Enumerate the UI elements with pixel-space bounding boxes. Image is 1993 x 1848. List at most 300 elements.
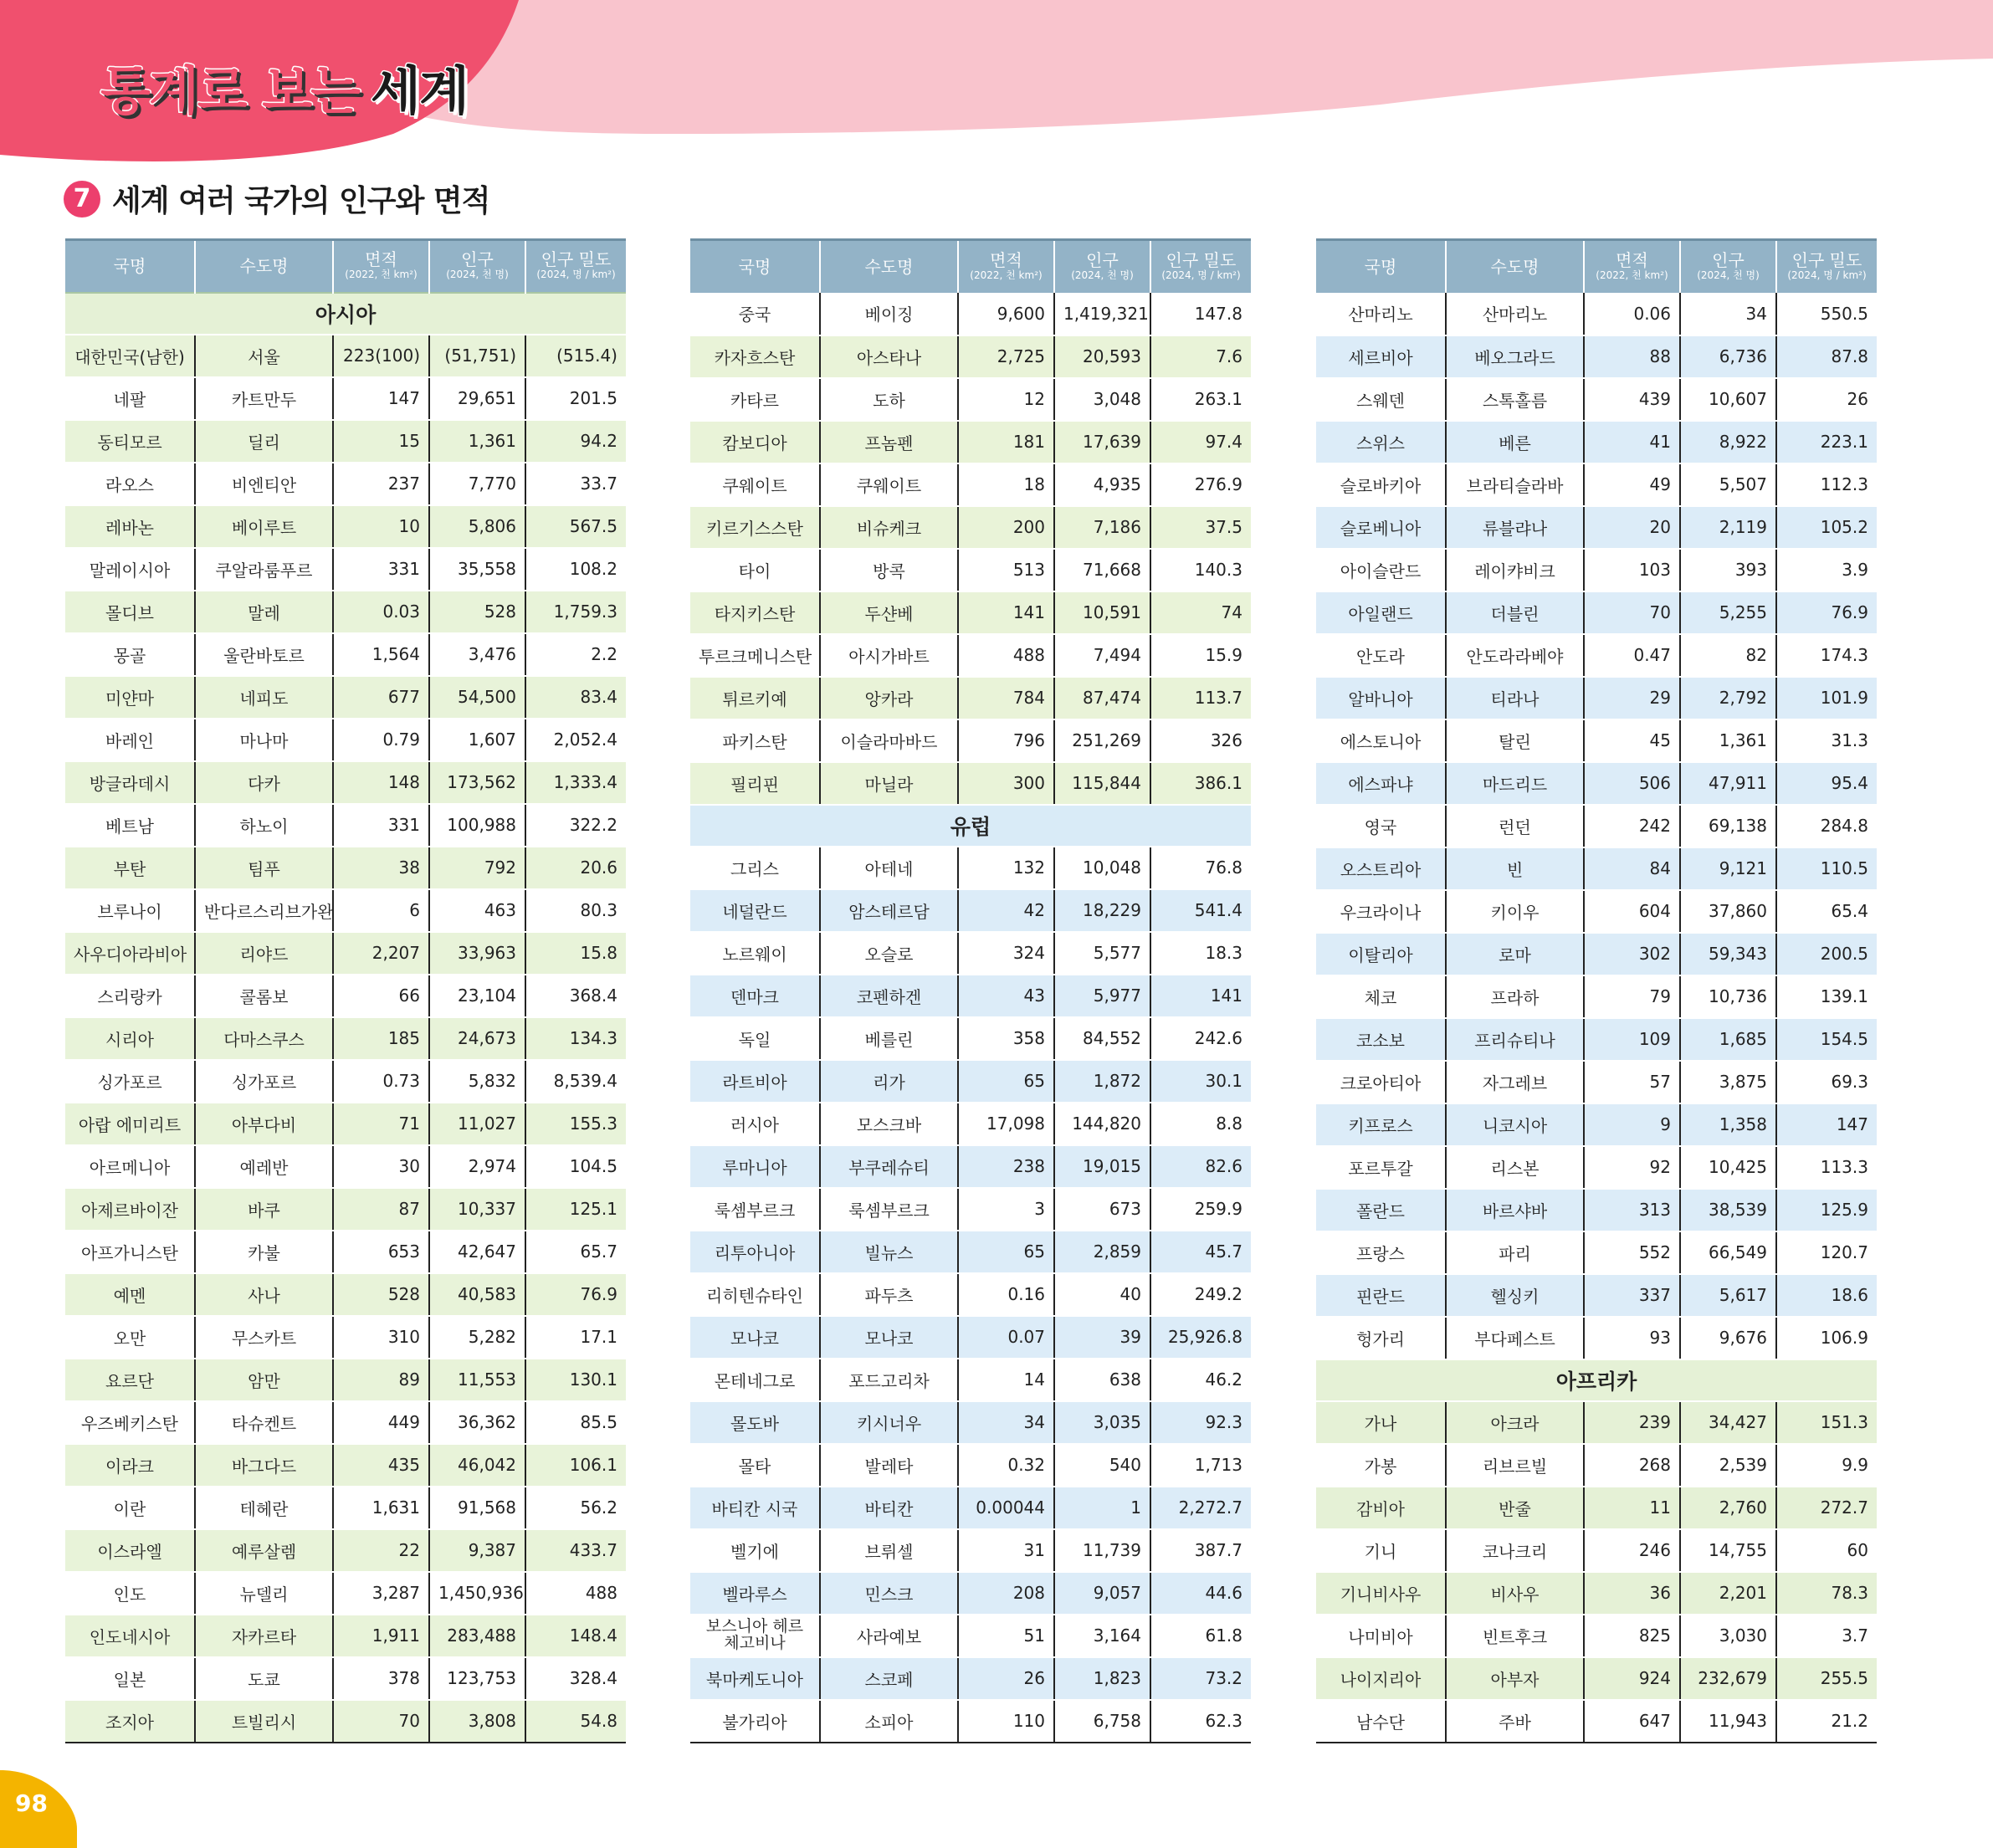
cell-population: 792 [429, 847, 525, 889]
cell-country: 말레이시아 [65, 548, 195, 591]
table-row [65, 505, 626, 548]
cell-density: 17.1 [525, 1316, 626, 1359]
cell-capital: 오슬로 [820, 932, 958, 975]
cell-country: 몬테네그로 [690, 1359, 820, 1401]
table-row [690, 975, 1251, 1017]
cell-country: 키프로스 [1316, 1103, 1446, 1146]
table-row [690, 1700, 1251, 1743]
cell-density: 147 [1776, 1103, 1877, 1146]
cell-area: 238 [958, 1145, 1054, 1188]
cell-population: 232,679 [1680, 1657, 1776, 1700]
cell-capital: 베이징 [820, 293, 958, 335]
cell-density: 44.6 [1150, 1572, 1251, 1615]
cell-population: 9,121 [1680, 847, 1776, 890]
header-area-unit: (2022, 천 km²) [345, 269, 418, 281]
cell-country: 키르기스스탄 [690, 506, 820, 549]
cell-density: 433.7 [525, 1529, 626, 1572]
cell-capital: 레이캬비크 [1446, 549, 1584, 591]
cell-area: 93 [1584, 1317, 1680, 1359]
header-density [1150, 240, 1251, 293]
cell-capital: 하노이 [195, 804, 333, 847]
cell-capital: 다카 [195, 761, 333, 804]
cell-density: 30.1 [1150, 1060, 1251, 1103]
table-row [690, 1060, 1251, 1103]
table-row [690, 634, 1251, 677]
cell-density: 151.3 [1776, 1401, 1877, 1444]
cell-capital: 소피아 [820, 1700, 958, 1743]
table-row [1316, 719, 1877, 762]
table-row [65, 1572, 626, 1615]
cell-density: 2,052.4 [525, 719, 626, 761]
cell-population: 59,343 [1680, 933, 1776, 975]
cell-country: 코소보 [1316, 1018, 1446, 1061]
cell-density: 101.9 [1776, 677, 1877, 719]
cell-country: 핀란드 [1316, 1274, 1446, 1317]
cell-capital: 브라티슬라바 [1446, 463, 1584, 506]
cell-country: 포르투갈 [1316, 1146, 1446, 1189]
cell-population: 14,755 [1680, 1529, 1776, 1572]
cell-capital: 스톡홀름 [1446, 378, 1584, 421]
table-row [690, 1103, 1251, 1145]
cell-density: 73.2 [1150, 1657, 1251, 1700]
cell-area: 15 [333, 420, 429, 463]
header-capital [195, 240, 333, 293]
page-title [100, 60, 468, 121]
cell-capital: 베를린 [820, 1017, 958, 1060]
cell-density: 2,272.7 [1150, 1487, 1251, 1529]
cell-country: 예멘 [65, 1273, 195, 1316]
cell-population: 393 [1680, 549, 1776, 591]
country-table-1 [65, 238, 626, 1743]
cell-capital: 리스본 [1446, 1146, 1584, 1189]
cell-capital: 사나 [195, 1273, 333, 1316]
cell-area: 513 [958, 549, 1054, 591]
cell-capital: 뉴델리 [195, 1572, 333, 1615]
table-row [690, 549, 1251, 591]
cell-country: 요르단 [65, 1359, 195, 1401]
cell-population: 123,753 [429, 1657, 525, 1700]
table-row [690, 889, 1251, 932]
cell-capital: 파리 [1446, 1231, 1584, 1274]
table-row [1316, 1572, 1877, 1615]
cell-density: 2.2 [525, 633, 626, 676]
header-density [1776, 240, 1877, 293]
cell-country: 감비아 [1316, 1487, 1446, 1529]
table-row [690, 847, 1251, 889]
cell-density: 255.5 [1776, 1657, 1877, 1700]
cell-country: 부탄 [65, 847, 195, 889]
cell-country: 이란 [65, 1487, 195, 1529]
cell-country: 세르비아 [1316, 335, 1446, 378]
cell-area: 103 [1584, 549, 1680, 591]
cell-area: 18 [958, 463, 1054, 506]
cell-density: 113.3 [1776, 1146, 1877, 1189]
cell-capital: 바티칸 [820, 1487, 958, 1529]
cell-population: 91,568 [429, 1487, 525, 1529]
cell-capital: 아크라 [1446, 1401, 1584, 1444]
cell-country: 안도라 [1316, 634, 1446, 677]
table-row [65, 1188, 626, 1231]
cell-capital: 브뤼셀 [820, 1529, 958, 1572]
cell-country: 슬로베니아 [1316, 506, 1446, 549]
cell-population: 8,922 [1680, 421, 1776, 463]
cell-density: 387.7 [1150, 1529, 1251, 1572]
cell-capital: 마드리드 [1446, 762, 1584, 805]
cell-capital: 바그다드 [195, 1444, 333, 1487]
table-row [65, 1487, 626, 1529]
cell-capital: 모스크바 [820, 1103, 958, 1145]
cell-area: 41 [1584, 421, 1680, 463]
cell-capital: 서울 [195, 335, 333, 377]
table-row [65, 676, 626, 719]
table-row [1316, 975, 1877, 1018]
cell-population: 87,474 [1054, 677, 1150, 719]
header-row [1316, 240, 1877, 293]
table-row [65, 548, 626, 591]
header-population-label: 인구 [461, 249, 494, 270]
cell-capital: 바쿠 [195, 1188, 333, 1231]
cell-density: 201.5 [525, 377, 626, 420]
cell-capital: 헬싱키 [1446, 1274, 1584, 1317]
cell-area: 87 [333, 1188, 429, 1231]
table-row [690, 1487, 1251, 1529]
table-row [690, 1017, 1251, 1060]
cell-area: 488 [958, 634, 1054, 677]
cell-density: 249.2 [1150, 1273, 1251, 1316]
cell-density: 259.9 [1150, 1188, 1251, 1231]
cell-population: 3,048 [1054, 378, 1150, 421]
cell-capital: 네피도 [195, 676, 333, 719]
page-title-part1: 통계로 보는 [100, 60, 360, 121]
cell-population: 35,558 [429, 548, 525, 591]
cell-population: 251,269 [1054, 719, 1150, 762]
cell-population: 2,974 [429, 1145, 525, 1188]
cell-capital: 바르샤바 [1446, 1189, 1584, 1231]
cell-capital: 테헤란 [195, 1487, 333, 1529]
region-label: 유럽 [690, 805, 1251, 847]
cell-country: 라오스 [65, 463, 195, 505]
cell-area: 0.73 [333, 1060, 429, 1103]
cell-population: 463 [429, 889, 525, 932]
cell-capital: 니코시아 [1446, 1103, 1584, 1146]
cell-density: 56.2 [525, 1487, 626, 1529]
cell-density: 60 [1776, 1529, 1877, 1572]
cell-area: 38 [333, 847, 429, 889]
cell-capital: 반줄 [1446, 1487, 1584, 1529]
table-row [1316, 1657, 1877, 1700]
cell-capital: 빈 [1446, 847, 1584, 890]
cell-population: 6,736 [1680, 335, 1776, 378]
cell-country: 에스파냐 [1316, 762, 1446, 805]
cell-area: 70 [1584, 591, 1680, 634]
cell-country: 가나 [1316, 1401, 1446, 1444]
cell-population: 1,872 [1054, 1060, 1150, 1103]
cell-population: 4,935 [1054, 463, 1150, 506]
cell-country: 벨라루스 [690, 1572, 820, 1615]
cell-density: 134.3 [525, 1017, 626, 1060]
table-row [1316, 549, 1877, 591]
cell-population: 20,593 [1054, 335, 1150, 378]
cell-capital: 콜롬보 [195, 975, 333, 1017]
cell-capital: 리야드 [195, 932, 333, 975]
cell-area: 11 [1584, 1487, 1680, 1529]
cell-area: 70 [333, 1700, 429, 1743]
cell-population: 5,282 [429, 1316, 525, 1359]
cell-density: 106.9 [1776, 1317, 1877, 1359]
cell-country: 파키스탄 [690, 719, 820, 762]
cell-capital: 아부다비 [195, 1103, 333, 1145]
table-row [1316, 1401, 1877, 1444]
cell-country: 룩셈부르크 [690, 1188, 820, 1231]
cell-population: 5,577 [1054, 932, 1150, 975]
cell-population: 23,104 [429, 975, 525, 1017]
cell-density: 1,333.4 [525, 761, 626, 804]
table-row [65, 633, 626, 676]
cell-population: 66,549 [1680, 1231, 1776, 1274]
header-country-label: 국명 [738, 256, 771, 277]
table-row [1316, 762, 1877, 805]
cell-density: 83.4 [525, 676, 626, 719]
cell-density: 272.7 [1776, 1487, 1877, 1529]
cell-density: 9.9 [1776, 1444, 1877, 1487]
cell-area: 79 [1584, 975, 1680, 1018]
cell-density: 82.6 [1150, 1145, 1251, 1188]
cell-population: 1,361 [429, 420, 525, 463]
cell-capital: 탈린 [1446, 719, 1584, 762]
cell-country: 리히텐슈타인 [690, 1273, 820, 1316]
table-row [690, 1572, 1251, 1615]
cell-density: 112.3 [1776, 463, 1877, 506]
header-density [525, 240, 626, 293]
cell-density: 106.1 [525, 1444, 626, 1487]
cell-area: 331 [333, 548, 429, 591]
cell-country: 리투아니아 [690, 1231, 820, 1273]
cell-capital: 로마 [1446, 933, 1584, 975]
cell-density: 87.8 [1776, 335, 1877, 378]
cell-country: 남수단 [1316, 1700, 1446, 1743]
header-density-label: 인구 밀도 [541, 249, 612, 270]
cell-area: 181 [958, 421, 1054, 463]
cell-density: 110.5 [1776, 847, 1877, 890]
cell-country: 시리아 [65, 1017, 195, 1060]
cell-area: 14 [958, 1359, 1054, 1401]
cell-density: 46.2 [1150, 1359, 1251, 1401]
cell-area: 552 [1584, 1231, 1680, 1274]
cell-area: 43 [958, 975, 1054, 1017]
cell-density: 105.2 [1776, 506, 1877, 549]
header-area-label: 면적 [990, 249, 1022, 270]
cell-population: 71,668 [1054, 549, 1150, 591]
table-row [690, 677, 1251, 719]
table-row [1316, 634, 1877, 677]
cell-population: 528 [429, 591, 525, 633]
table-row [690, 293, 1251, 335]
cell-country: 이탈리아 [1316, 933, 1446, 975]
cell-capital: 무스카트 [195, 1316, 333, 1359]
cell-area: 141 [958, 591, 1054, 634]
table-row [1316, 1615, 1877, 1657]
table-body [65, 293, 626, 1743]
cell-population: 46,042 [429, 1444, 525, 1487]
cell-population: 115,844 [1054, 762, 1150, 805]
cell-density: 284.8 [1776, 805, 1877, 847]
cell-population: 1,419,321 [1054, 293, 1150, 335]
cell-capital: 두샨베 [820, 591, 958, 634]
header-row [690, 240, 1251, 293]
cell-capital: 안도라라베야 [1446, 634, 1584, 677]
table-row [1316, 1103, 1877, 1146]
cell-capital: 팀푸 [195, 847, 333, 889]
table-body [1316, 293, 1877, 1743]
cell-capital: 타슈켄트 [195, 1401, 333, 1444]
cell-country: 아프가니스탄 [65, 1231, 195, 1273]
cell-density: 31.3 [1776, 719, 1877, 762]
cell-area: 268 [1584, 1444, 1680, 1487]
cell-country: 이스라엘 [65, 1529, 195, 1572]
table-header [65, 240, 626, 293]
cell-population: 7,494 [1054, 634, 1150, 677]
cell-country: 불가리아 [690, 1700, 820, 1743]
cell-density: 154.5 [1776, 1018, 1877, 1061]
cell-population: 1 [1054, 1487, 1150, 1529]
cell-area: 88 [1584, 335, 1680, 378]
cell-country: 헝가리 [1316, 1317, 1446, 1359]
cell-area: 2,207 [333, 932, 429, 975]
cell-population: 1,361 [1680, 719, 1776, 762]
table-row [65, 975, 626, 1017]
table-row [65, 1017, 626, 1060]
cell-country: 카자흐스탄 [690, 335, 820, 378]
table-body [690, 293, 1251, 1743]
cell-country: 폴란드 [1316, 1189, 1446, 1231]
cell-capital: 반다르스리브가완 [195, 889, 333, 932]
table-row [1316, 1529, 1877, 1572]
cell-population: 34 [1680, 293, 1776, 335]
cell-density: 141 [1150, 975, 1251, 1017]
cell-area: 20 [1584, 506, 1680, 549]
cell-density: 120.7 [1776, 1231, 1877, 1274]
cell-density: 45.7 [1150, 1231, 1251, 1273]
cell-density: 76.9 [525, 1273, 626, 1316]
cell-area: 0.03 [333, 591, 429, 633]
header-row [65, 240, 626, 293]
cell-capital: 민스크 [820, 1572, 958, 1615]
table-row [65, 1529, 626, 1572]
cell-country: 싱가포르 [65, 1060, 195, 1103]
cell-country: 투르크메니스탄 [690, 634, 820, 677]
cell-country: 미얀마 [65, 676, 195, 719]
table-row [65, 847, 626, 889]
cell-population: 33,963 [429, 932, 525, 975]
table-row [690, 1316, 1251, 1359]
cell-capital: 코펜하겐 [820, 975, 958, 1017]
cell-capital: 앙카라 [820, 677, 958, 719]
cell-area: 3,287 [333, 1572, 429, 1615]
cell-area: 647 [1584, 1700, 1680, 1743]
cell-capital: 트빌리시 [195, 1700, 333, 1743]
cell-density: 25,926.8 [1150, 1316, 1251, 1359]
cell-area: 71 [333, 1103, 429, 1145]
cell-area: 109 [1584, 1018, 1680, 1061]
table-row [1316, 591, 1877, 634]
table-row [1316, 847, 1877, 890]
cell-population: 9,057 [1054, 1572, 1150, 1615]
table-row [65, 1444, 626, 1487]
region-label: 아시아 [65, 293, 626, 335]
table-row [65, 463, 626, 505]
cell-area: 528 [333, 1273, 429, 1316]
cell-capital: 예레반 [195, 1145, 333, 1188]
banner-wave [360, 0, 1993, 134]
table-row [65, 335, 626, 377]
cell-population: 5,832 [429, 1060, 525, 1103]
cell-population: 638 [1054, 1359, 1150, 1401]
cell-area: 49 [1584, 463, 1680, 506]
cell-area: 17,098 [958, 1103, 1054, 1145]
cell-capital: 도쿄 [195, 1657, 333, 1700]
cell-area: 26 [958, 1657, 1054, 1700]
cell-country: 사우디아라비아 [65, 932, 195, 975]
cell-country: 라트비아 [690, 1060, 820, 1103]
header-population [1680, 240, 1776, 293]
cell-area: 677 [333, 676, 429, 719]
cell-population: 84,552 [1054, 1017, 1150, 1060]
cell-population: 11,027 [429, 1103, 525, 1145]
cell-density: 125.1 [525, 1188, 626, 1231]
cell-country: 몰타 [690, 1444, 820, 1487]
cell-capital: 베이루트 [195, 505, 333, 548]
cell-country: 스웨덴 [1316, 378, 1446, 421]
header-capital [1446, 240, 1584, 293]
cell-capital: 류블랴나 [1446, 506, 1584, 549]
cell-country: 베트남 [65, 804, 195, 847]
cell-area: 3 [958, 1188, 1054, 1231]
table-row [690, 506, 1251, 549]
cell-capital: 쿠웨이트 [820, 463, 958, 506]
cell-population: 6,758 [1054, 1700, 1150, 1743]
cell-density: 276.9 [1150, 463, 1251, 506]
cell-country: 북마케도니아 [690, 1657, 820, 1700]
header-area [958, 240, 1054, 293]
cell-area: 0.07 [958, 1316, 1054, 1359]
table-row [690, 1444, 1251, 1487]
cell-population: 19,015 [1054, 1145, 1150, 1188]
header-area-unit: (2022, 천 km²) [970, 269, 1043, 281]
cell-population: 5,806 [429, 505, 525, 548]
cell-capital: 카트만두 [195, 377, 333, 420]
table-row [1316, 1189, 1877, 1231]
cell-density: 37.5 [1150, 506, 1251, 549]
cell-density: 94.2 [525, 420, 626, 463]
cell-capital: 발레타 [820, 1444, 958, 1487]
cell-area: 796 [958, 719, 1054, 762]
cell-country: 스리랑카 [65, 975, 195, 1017]
cell-area: 65 [958, 1060, 1054, 1103]
cell-area: 84 [1584, 847, 1680, 890]
cell-country: 아이슬란드 [1316, 549, 1446, 591]
table-row [690, 762, 1251, 805]
header-density-label: 인구 밀도 [1791, 249, 1862, 270]
region-row-europe [690, 805, 1251, 847]
page-number: 98 [15, 1789, 48, 1817]
cell-area: 310 [333, 1316, 429, 1359]
cell-capital: 키시너우 [820, 1401, 958, 1444]
cell-country: 브루나이 [65, 889, 195, 932]
table-row [1316, 1487, 1877, 1529]
cell-capital: 방콕 [820, 549, 958, 591]
table-row [1316, 933, 1877, 975]
cell-density: (515.4) [525, 335, 626, 377]
